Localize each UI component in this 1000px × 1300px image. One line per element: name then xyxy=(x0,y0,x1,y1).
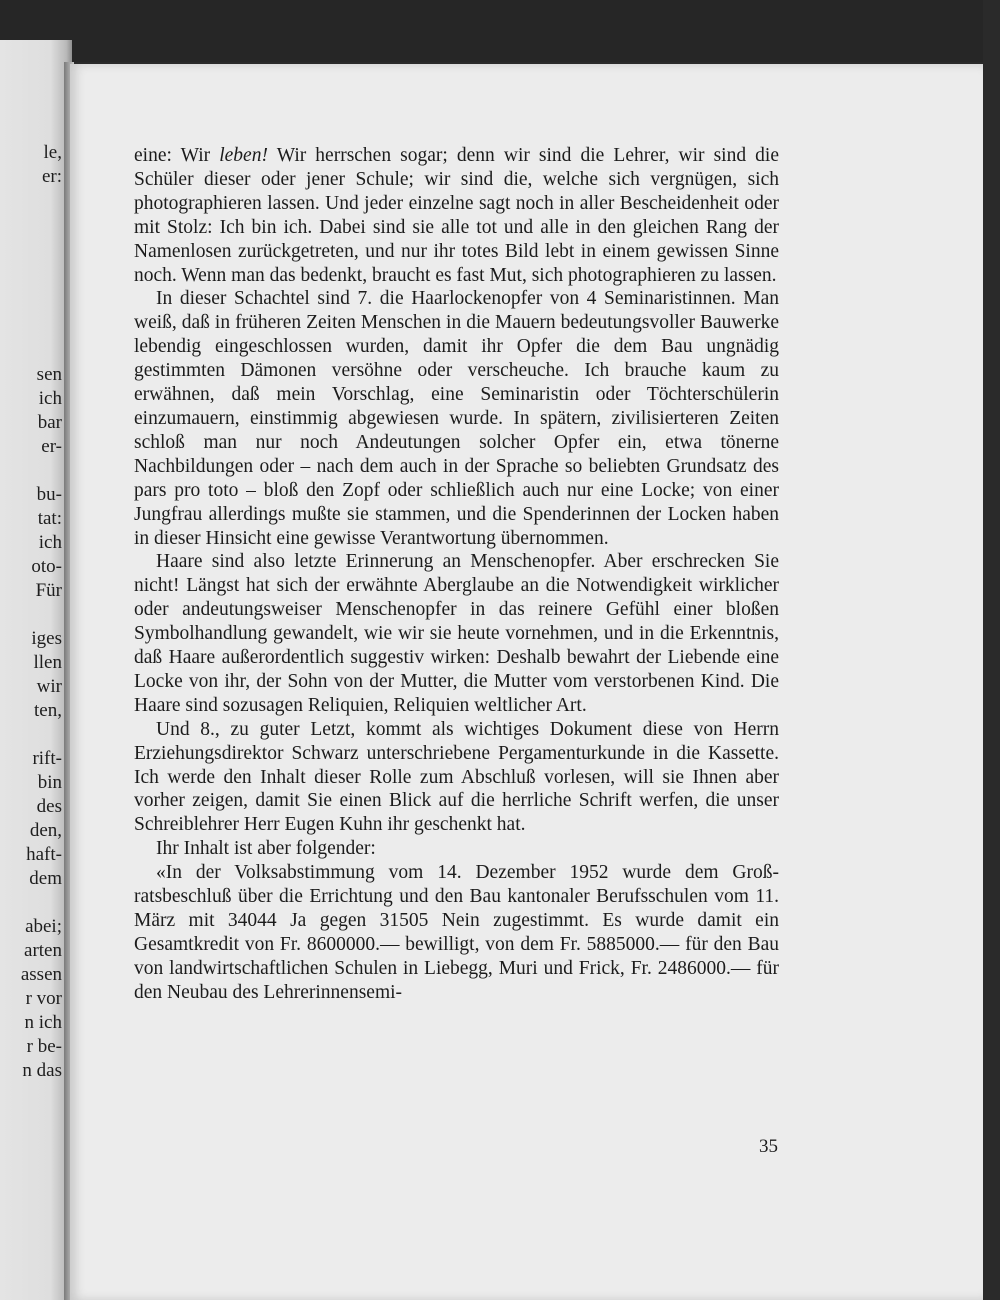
left-page-fragment: oto- xyxy=(31,556,62,577)
paragraph-text: In dieser Schachtel sind 7. die Haarlockenopfer von 4 Seminaristinnen. Man weiß, daß in früheren Zeiten Menschen in die Mauern bedeutungsvoller Bauwerke lebendig eingeschlossen wurden, damit ihr Opfer die dem Bau ungnädig gestimmten Dämonen versöhne oder verscheuche. Ich brauche kaum zu erwähnen, daß mein Vorschlag, eine Seminaristin oder Töchterschülerin einzumauern, einstimmig abgewiesen wurde. In spätern, zivilisierteren Zeiten schloß man nur noch Andeutungen solcher Opfer ein, etwa tönerne Nachbildungen oder – nach dem auch in der Sprache so beliebten Grundsatz des pars pro toto – bloß den Zopf oder schließlich auch nur eine Locke; von einer Jungfrau allerdings mußte sie stammen, und die Spenderinnen der Locken haben in dieser Hinsicht eine gewisse Verantwortung übernommen. xyxy=(134,288,779,549)
left-page-fragment: sen xyxy=(36,364,62,385)
paragraph-text: Und 8., zu guter Letzt, kommt als wichtiges Dokument diese von Herrn Erziehungsdirektor Schwarz unterschriebene Pergamenturkunde in die Kassette. Ich werde den Inhalt dieser Rolle zum Abschluß vorlesen, will sie Ihnen aber vorher zeigen, damit Sie einen Blick auf die herrliche Schrift werfen, die unser Schreiblehrer Herr Eugen Kuhn ihr geschenkt hat. xyxy=(134,718,779,836)
left-page-fragment: er: xyxy=(41,166,62,187)
left-page-fragment: abei; xyxy=(25,916,62,937)
left-page-fragment: tat: xyxy=(37,508,62,529)
left-page-fragment: arten xyxy=(24,940,62,961)
right-page xyxy=(70,64,983,1300)
paragraph-text: Ihr Inhalt ist aber folgender: xyxy=(156,838,376,860)
paragraph xyxy=(134,837,779,861)
left-page-fragment: bin xyxy=(37,772,62,793)
left-page-fragment: n das xyxy=(22,1060,62,1081)
paragraph-text: Haare sind also letzte Erinnerung an Menschenopfer. Aber erschrecken Sie nicht! Längst hat sich der erwähnte Aberglaube an die Notwendigkeit wirklicher oder andeutungsweiser Menschenopfer in das reinere Gefühl einer bloßen Symbolhandlung gewandelt, wie wir sie heute vornehmen, und in die Erkenntnis, daß Haare außerordentlich suggestiv wirken: Deshalb bewahrt der Liebende eine Locke von ihr, der Sohn von der Mutter, die Mutter vom verstorbenen Kind. Die Haare sind sozusagen Reliquien, Reliquien weltlicher Art. xyxy=(134,551,779,716)
left-page-fragment: bar xyxy=(37,412,62,433)
page-number: 35 xyxy=(759,1136,778,1157)
scan-background-top xyxy=(0,0,1000,62)
left-page-fragment: n ich xyxy=(24,1012,62,1033)
paragraph-text: eine: Wir xyxy=(134,145,220,166)
body-text xyxy=(134,144,779,1005)
paragraph-text: «In der Volksabstimmung vom 14. Dezember 1952 wurde dem Großratsbeschluß über die Errichtung und den Bau kantonaler Berufsschulen vom 11. März mit 34044 Ja gegen 31505 Nein zugestimmt. Es wurde damit ein Gesamtkredit von Fr. 8600000.— bewilligt, von dem Fr. 5885000.— für den Bau von landwirtschaftlichen Schulen in Liebegg, Muri und Frick, Fr. 2486000.— für den Neubau des Lehrerinnensemi- xyxy=(134,862,779,1003)
left-page-fragment: llen xyxy=(33,652,62,673)
left-page-fragment: bu- xyxy=(36,484,62,505)
left-page-fragment: le, xyxy=(43,142,62,163)
paragraph xyxy=(134,861,779,1004)
left-page-fragment: r vor xyxy=(25,988,62,1009)
paragraph-text: Wir herrschen sogar; denn wir sind die Lehrer, wir sind die Schüler dieser oder jener Schule; wir sind die, welche sich vergnügen, sich photographieren lassen. Und jeder einzelne sagt noch in aller Bescheidenheit oder mit Stolz: Ich bin ich. Dabei sind sie alle tot und alle in den gleichen Rang der Namenlosen zurückgetreten, und nur ihr totes Bild lebt in einem gewissen Sinne noch. Wenn man das bedenkt, braucht es fast Mut, sich photographieren zu lassen. xyxy=(134,145,779,286)
left-page-fragment: haft- xyxy=(26,844,62,865)
left-page-fragment: den, xyxy=(29,820,62,841)
scan-background-right xyxy=(983,0,1000,1300)
left-page-fragment: er- xyxy=(41,436,62,457)
left-page-fragment: dem xyxy=(29,868,62,889)
left-page-fragment: assen xyxy=(20,964,62,985)
left-page-fragment: r be- xyxy=(26,1036,62,1057)
left-page-fragment: rift- xyxy=(32,748,62,769)
left-page-fragment: des xyxy=(36,796,62,817)
left-page-edge xyxy=(0,40,72,1300)
left-page-fragment: wir xyxy=(36,676,62,697)
paragraph xyxy=(134,287,779,550)
emphasis-text: leben! xyxy=(219,145,268,166)
left-page-fragment: ich xyxy=(38,388,62,409)
left-page-fragment: ich xyxy=(38,532,62,553)
paragraph xyxy=(134,550,779,717)
paragraph xyxy=(134,144,779,287)
left-page-fragment: Für xyxy=(35,580,62,601)
left-page-fragment: ten, xyxy=(34,700,62,721)
paragraph xyxy=(134,718,779,838)
left-page-fragment: iges xyxy=(31,628,62,649)
